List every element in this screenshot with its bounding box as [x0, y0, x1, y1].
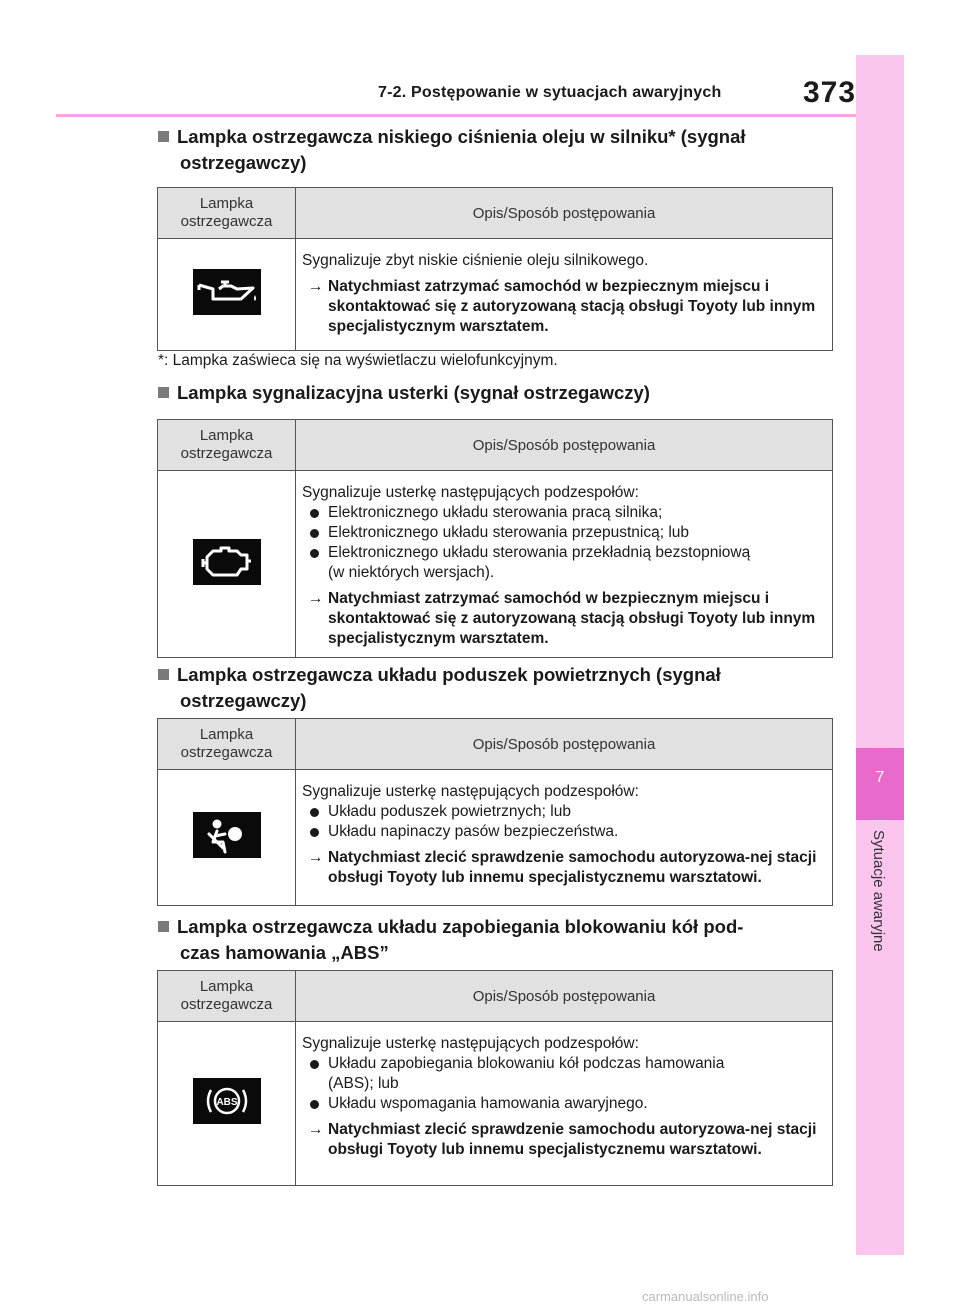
square-bullet-icon: [158, 669, 169, 680]
chapter-side-tab: [856, 55, 904, 1255]
warning-table-oil: [157, 187, 833, 351]
warning-table-engine: [157, 419, 833, 658]
header-rule: [56, 114, 856, 117]
warning-table-airbag: [157, 718, 833, 906]
oil-can-icon: [193, 269, 261, 315]
col-header-lamp: Lampka ostrzegawcza: [158, 188, 296, 239]
chapter-label: Sytuacje awaryjne: [870, 830, 887, 952]
list-item: Układu poduszek powietrznych; lub: [302, 802, 826, 822]
square-bullet-icon: [158, 131, 169, 142]
square-bullet-icon: [158, 921, 169, 932]
section-heading-abs: Lampka ostrzegawcza układu zapobiegania blokowaniu kół pod- czas hamowania „ABS”: [158, 914, 838, 966]
abs-icon: [193, 1078, 261, 1124]
action-text: → Natychmiast zatrzymać samochód w bezpiecznym miejscu i skontaktować się z autoryzowaną stacją obsługi Toyoty lub innym specjalistycznym warsztatem.: [308, 590, 816, 647]
airbag-icon: [193, 812, 261, 858]
action-text: → Natychmiast zlecić sprawdzenie samochodu autoryzowa-nej stacji obsługi Toyoty lub innemu specjalistycznemu warsztatowi.: [308, 849, 817, 886]
list-item: Elektronicznego układu sterowania przepustnicą; lub: [302, 523, 826, 543]
chapter-number: 7: [856, 748, 904, 820]
list-item-continuation: (w niektórych wersjach).: [328, 564, 495, 581]
col-header-desc: Opis/Sposób postępowania: [296, 971, 833, 1022]
section-heading-engine: Lampka sygnalizacyjna usterki (sygnał ostrzegawczy): [158, 380, 838, 406]
warning-table-abs: [157, 970, 833, 1186]
section-title: 7-2. Postępowanie w sytuacjach awaryjnych: [378, 84, 722, 101]
list-item: Układu wspomagania hamowania awaryjnego.: [302, 1094, 826, 1114]
col-header-desc: Opis/Sposób postępowania: [296, 719, 833, 770]
col-header-lamp: Lampka ostrzegawcza: [158, 971, 296, 1022]
action-text: → Natychmiast zlecić sprawdzenie samochodu autoryzowa-nej stacji obsługi Toyoty lub innemu specjalistycznemu warsztatowi.: [308, 1121, 817, 1158]
engine-icon: [193, 539, 261, 585]
section-heading-airbag: Lampka ostrzegawcza układu poduszek powietrznych (sygnał ostrzegawczy): [158, 662, 838, 714]
list-item: Elektronicznego układu sterowania przekładnią bezstopniową: [302, 543, 826, 563]
list-item-continuation: (ABS); lub: [328, 1075, 399, 1092]
list-item: Układu napinaczy pasów bezpieczeństwa.: [302, 822, 826, 842]
col-header-lamp: Lampka ostrzegawcza: [158, 719, 296, 770]
action-text: → Natychmiast zatrzymać samochód w bezpiecznym miejscu i skontaktować się z autoryzowaną stacją obsługi Toyoty lub innym specjalistycznym warsztatem.: [308, 278, 816, 335]
section-heading-oil: Lampka ostrzegawcza niskiego ciśnienia oleju w silniku* (sygnał ostrzegawczy): [158, 124, 838, 176]
footnote: *: Lampka zaświeca się na wyświetlaczu wielofunkcyjnym.: [158, 352, 558, 369]
list-item: Elektronicznego układu sterowania pracą silnika;: [302, 503, 826, 523]
list-item: Układu zapobiegania blokowaniu kół podczas hamowania: [302, 1054, 826, 1074]
col-header-lamp: Lampka ostrzegawcza: [158, 420, 296, 471]
description-text: Sygnalizuje usterkę następujących podzespołów:: [302, 1035, 639, 1052]
page-number: 373: [803, 76, 857, 109]
watermark: carmanualsonline.info: [642, 1289, 769, 1304]
description-text: Sygnalizuje usterkę następujących podzespołów:: [302, 783, 639, 800]
col-header-desc: Opis/Sposób postępowania: [296, 420, 833, 471]
abs-icon-label: ABS: [215, 1097, 238, 1108]
description-text: Sygnalizuje zbyt niskie ciśnienie oleju silnikowego.: [302, 252, 649, 269]
square-bullet-icon: [158, 387, 169, 398]
col-header-desc: Opis/Sposób postępowania: [296, 188, 833, 239]
description-text: Sygnalizuje usterkę następujących podzespołów:: [302, 484, 639, 501]
